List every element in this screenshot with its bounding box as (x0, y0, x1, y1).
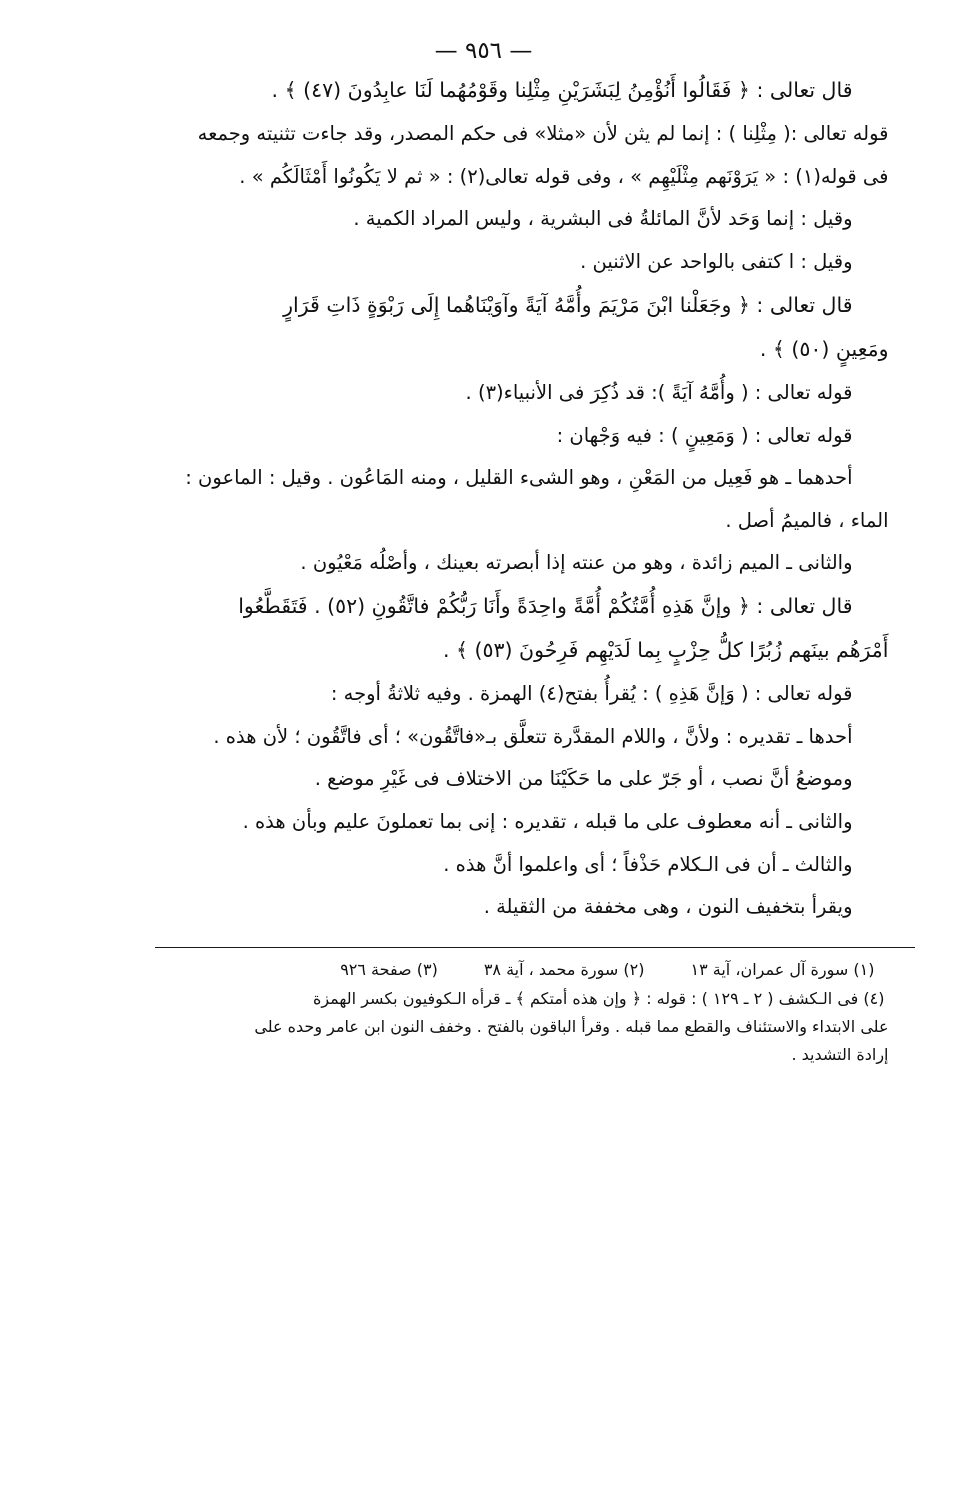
footnote-4-line-3: إرادة التشديد . (791, 1045, 889, 1065)
paragraph-5: وقيل : ا كتفى بالواحد عن الاثنين . (580, 249, 853, 273)
footnotes (79, 958, 889, 1068)
paragraph-9: قوله تعالى : ( وَمَعِينٍ ) : فيه وَجْهان : (556, 423, 853, 447)
footnote-3: (٣) صفحة ٩٢٦ (340, 959, 438, 979)
paragraph-8: قوله تعالى : ( وأُمَّهُ آيَةً ): قد ذُكِرَ فى الأنبياء(٣) . (465, 380, 853, 404)
paragraph-14: أَمْرَهُم بينَهم زُبُرًا كلُّ حِزْبٍ بِما لَدَيْهِم فَرِحُونَ (٥٣) ﴾ . (442, 638, 889, 663)
paragraph-11: الماء ، فالميمُ أصل . (725, 508, 889, 532)
paragraph-6: قال تعالى : ﴿ وجَعَلْنا ابْنَ مَرْيَمَ وأُمَّهُ آيَةً وآوَيْنَاهُما إِلَى رَبْوَةٍ ذَاتِ قَرَارٍ (283, 292, 853, 317)
paragraph-15: قوله تعالى : ( وَإنَّ هَذِهِ ) : يُقرأُ بفتح(٤) الهمزة . وفيه ثلاثةُ أوجه : (330, 682, 853, 706)
paragraph-13: قال تعالى : ﴿ وإنَّ هَذِهِ أُمَّتُكُمْ أُمَّةً واحِدَةً وأَنَا رَبُّكُمْ فاتَّقُونِ (٥٢) . فَتَقَطَّعُوا (238, 593, 853, 618)
footnote-2: (٢) سورة محمد ، آية ٣٨ (483, 959, 645, 979)
footnote-divider (155, 947, 915, 948)
page-number: — ٩٥٦ — (434, 38, 533, 64)
paragraph-19: والثالث ـ أن فى الـكلام حَذْفاً ؛ أى واعلموا أنَّ هذه . (443, 852, 853, 876)
paragraph-12: والثانى ـ الميم زائدة ، وهو من عنته إذا أبصرته بعينك ، وأصْلُه مَعْيُون . (300, 551, 853, 575)
paragraph-10: أحدهما ـ هو فَعِيل من المَعْنِ ، وهو الشىء القليل ، ومنه المَاعُون . وقيل : الماعون : (185, 466, 853, 490)
footnote-4-line-1: (٤) فى الـكشف ( ٢ ـ ١٢٩ ) : قوله : ﴿ وإن هذه أمتكم ﴾ ـ قرأه الـكوفيون بكسر الهمزة (312, 989, 885, 1009)
footnote-1: (١) سورة آل عمران، آية ١٣ (690, 959, 875, 979)
body-text (79, 74, 889, 923)
paragraph-20: ويقرأ بتخفيف النون ، وهى مخففة من الثقيلة . (483, 895, 853, 919)
document-page (0, 38, 967, 1508)
footnote-4-line-2: على الابتداء والاستئناف والقطع مما قبله . وقرأ الباقون بالفتح . وخفف النون ابن عامر وحده على (254, 1017, 889, 1037)
footnote-row (79, 958, 889, 983)
paragraph-18: والثانى ـ أنه معطوف على ما قبله ، تقديره : إنى بما تعملونَ عليم وبأن هذه . (242, 809, 853, 833)
paragraph-2: قوله تعالى :( مِثْلِنا ) : إنما لم يثن لأن «مثلا» فى حكم المصدر، وقد جاءت تثنيته وجمعه (197, 122, 889, 146)
paragraph-16: أحدها ـ تقديره : ولأنَّ ، واللام المقدَّرة تتعلَّق بـ«فاتَّقُون» ؛ أى فاتَّقُون ؛ لأن هذه . (213, 724, 853, 748)
paragraph-7: ومَعِينٍ (٥٠) ﴾ . (759, 336, 889, 361)
paragraph-3: فى قوله(١) : « يَرَوْنَهم مِثْلَيْهِم » ، وفى قوله تعالى(٢) : « ثم لا يَكُونُوا أَمْثَالَكُم » . (239, 164, 889, 188)
paragraph-4: وقيل : إنما وَحَد لأنَّ المائلةُ فى البشرية ، وليس المراد الكمية . (353, 207, 853, 231)
paragraph-17: وموضعُ أنَّ نصب ، أو جَرّ على ما حَكَيْنَا من الاختلاف فى غَيْرِ موضع . (314, 767, 853, 791)
paragraph-1: قال تعالى : ﴿ فَقَالُوا أَنُؤْمِنُ لِبَشَرَيْنِ مِثْلِنا وقَوْمُهُما لَنَا عابِدُونَ (٤٧) ﴾ . (271, 78, 853, 102)
